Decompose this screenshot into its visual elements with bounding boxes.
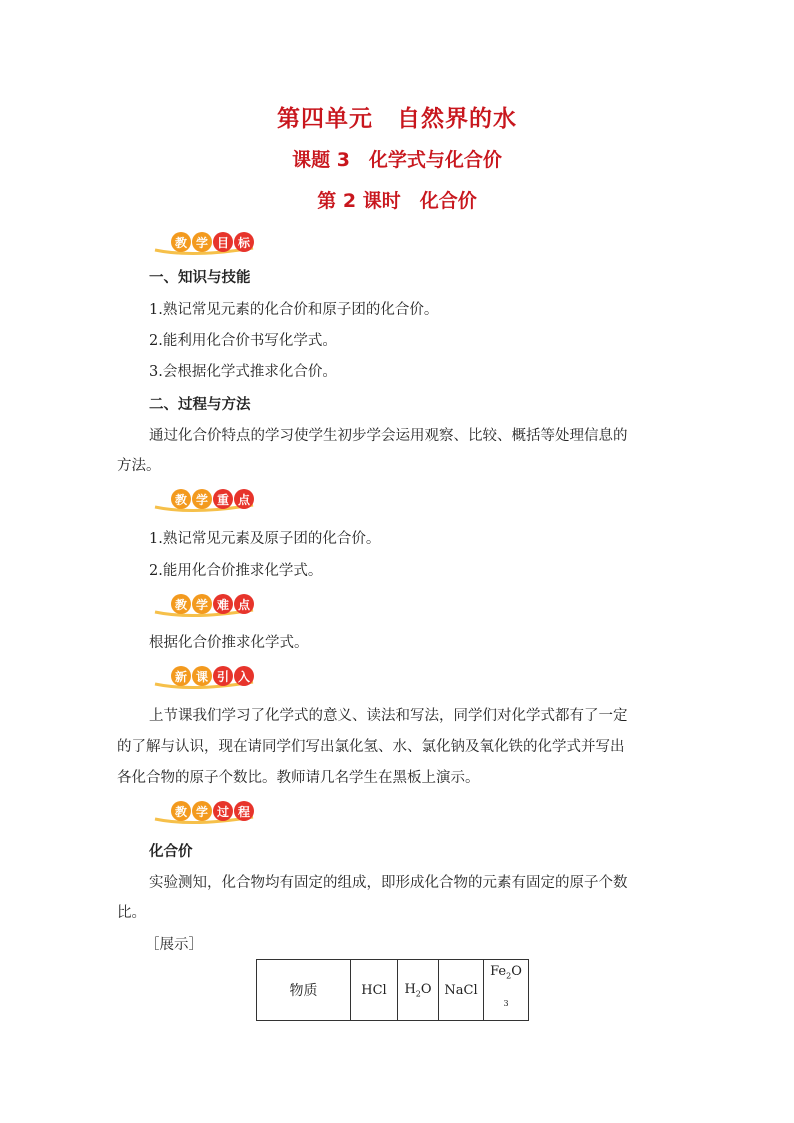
badge-char: 入 — [234, 666, 254, 686]
intro-paragraph-line: 上节课我们学习了化学式的意义、读法和写法，同学们对化学式都有了一定 — [149, 708, 628, 724]
badge-char: 新 — [171, 666, 191, 686]
badge-key-points — [153, 489, 263, 513]
intro-paragraph-line: 的了解与认识，现在请同学们写出氯化氢、水、氯化钠及氧化铁的化学式并写出 — [117, 739, 625, 755]
lesson-title: 第 2 课时 化合价 — [317, 190, 477, 212]
badge-char: 学 — [192, 594, 212, 614]
table-cell-hcl: HCl — [351, 960, 398, 1021]
topic-title: 课题 3 化学式与化合价 — [292, 149, 502, 171]
goal-paragraph-line: 通过化合价特点的学习使学生初步学会运用观察、比较、概括等处理信息的 — [149, 428, 628, 444]
badge-difficulties — [153, 594, 263, 618]
badge-char: 过 — [213, 801, 233, 821]
badge-new-lesson-intro — [153, 666, 263, 690]
section-heading-knowledge: 一、知识与技能 — [149, 270, 251, 286]
table-cell-fe2o3 — [484, 960, 529, 1021]
badge-char: 教 — [171, 489, 191, 509]
table-cell-h2o — [398, 960, 439, 1021]
goal-item: 2.能利用化合价书写化学式。 — [149, 333, 337, 349]
goal-paragraph-line: 方法。 — [117, 458, 161, 474]
formula-subscript: 3 — [503, 999, 509, 1009]
intro-paragraph-line: 各化合物的原子个数比。教师请几名学生在黑板上演示。 — [117, 770, 480, 786]
badge-char: 标 — [234, 232, 254, 252]
badge-char: 目 — [213, 232, 233, 252]
table-cell-nacl: NaCl — [439, 960, 484, 1021]
substance-table — [256, 959, 529, 1021]
formula-part: Fe — [490, 963, 507, 979]
badge-char: 课 — [192, 666, 212, 686]
badge-char: 学 — [192, 489, 212, 509]
goal-item: 3.会根据化学式推求化合价。 — [149, 364, 337, 380]
badge-char: 点 — [234, 489, 254, 509]
key-point-item: 1.熟记常见元素及原子团的化合价。 — [149, 531, 381, 547]
badge-char: 教 — [171, 594, 191, 614]
difficulty-text: 根据化合价推求化学式。 — [149, 635, 309, 651]
badge-char: 程 — [234, 801, 254, 821]
badge-char: 学 — [192, 232, 212, 252]
table-header-cell: 物质 — [257, 960, 351, 1021]
badge-char: 难 — [213, 594, 233, 614]
goal-item: 1.熟记常见元素的化合价和原子团的化合价。 — [149, 302, 439, 318]
table-row — [257, 960, 529, 1021]
badge-char: 教 — [171, 801, 191, 821]
badge-teaching-goals — [153, 232, 263, 256]
formula-subscript: 2 — [506, 971, 512, 981]
badge-char: 点 — [234, 594, 254, 614]
process-paragraph-line: 实验测知，化合物均有固定的组成，即形成化合物的元素有固定的原子个数 — [149, 875, 628, 891]
badge-char: 重 — [213, 489, 233, 509]
show-label: ［展示］ — [145, 937, 203, 953]
badge-char: 引 — [213, 666, 233, 686]
key-point-item: 2.能用化合价推求化学式。 — [149, 563, 323, 579]
formula-part: H — [404, 981, 416, 997]
badge-teaching-process — [153, 801, 263, 825]
formula-part: O — [420, 981, 432, 997]
unit-title: 第四单元 自然界的水 — [277, 106, 517, 132]
process-paragraph-line: 比。 — [117, 905, 146, 921]
formula-subscript: 2 — [415, 989, 421, 999]
section-heading-process: 二、过程与方法 — [149, 397, 251, 413]
badge-char: 学 — [192, 801, 212, 821]
formula-part: O — [511, 963, 522, 979]
process-heading: 化合价 — [149, 844, 193, 860]
badge-char: 教 — [171, 232, 191, 252]
